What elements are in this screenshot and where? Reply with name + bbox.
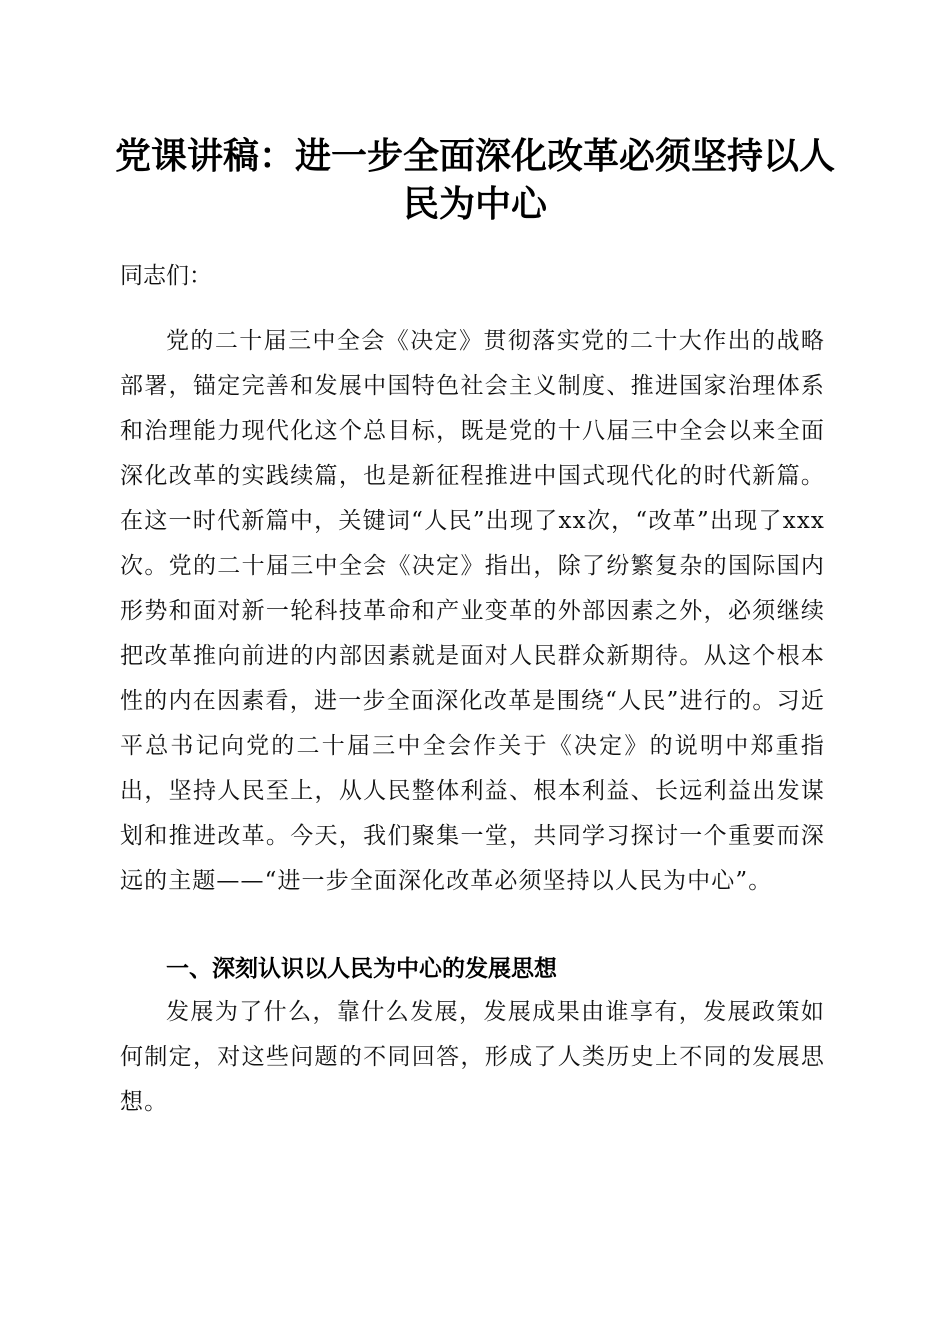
- section-heading: 一、深刻认识以人民为中心的发展思想: [166, 956, 557, 982]
- body-paragraph: 党的二十届三中全会《决定》贯彻落实党的二十大作出的战略部署，锚定完善和发展中国特色社会主义制度、推进国家治理体系和治理能力现代化这个总目标，既是党的十八届三中全会以来全面深化改革的实践续篇，也是新征程推进中国式现代化的时代新篇。在这一时代新篇中，关键词“人民”出现了xx次，“改革”出现了xxx次。党的二十届三中全会《决定》指出，除了纷繁复杂的国际国内形势和面对新一轮科技革命和产业变革的外部因素之外，必须继续把改革推向前进的内部因素就是面对人民群众新期待。从这个根本性的内在因素看，进一步全面深化改革是围绕“人民”进行的。习近平总书记向党的二十届三中全会作关于《决定》的说明中郑重指出，坚持人民至上，从人民整体利益、根本利益、长远利益出发谋划和推进改革。今天，我们聚集一堂，共同学习探讨一个重要而深远的主题——“进一步全面深化改革必须坚持以人民为中心”。: [120, 328, 825, 894]
- document-title: 党课讲稿：进一步全面深化改革必须坚持以人民为中心: [114, 135, 835, 225]
- section-paragraph: 发展为了什么，靠什么发展，发展成果由谁享有，发展政策如何制定，对这些问题的不同回答，形成了人类历史上不同的发展思想。: [120, 999, 825, 1115]
- salutation: 同志们：: [120, 263, 212, 289]
